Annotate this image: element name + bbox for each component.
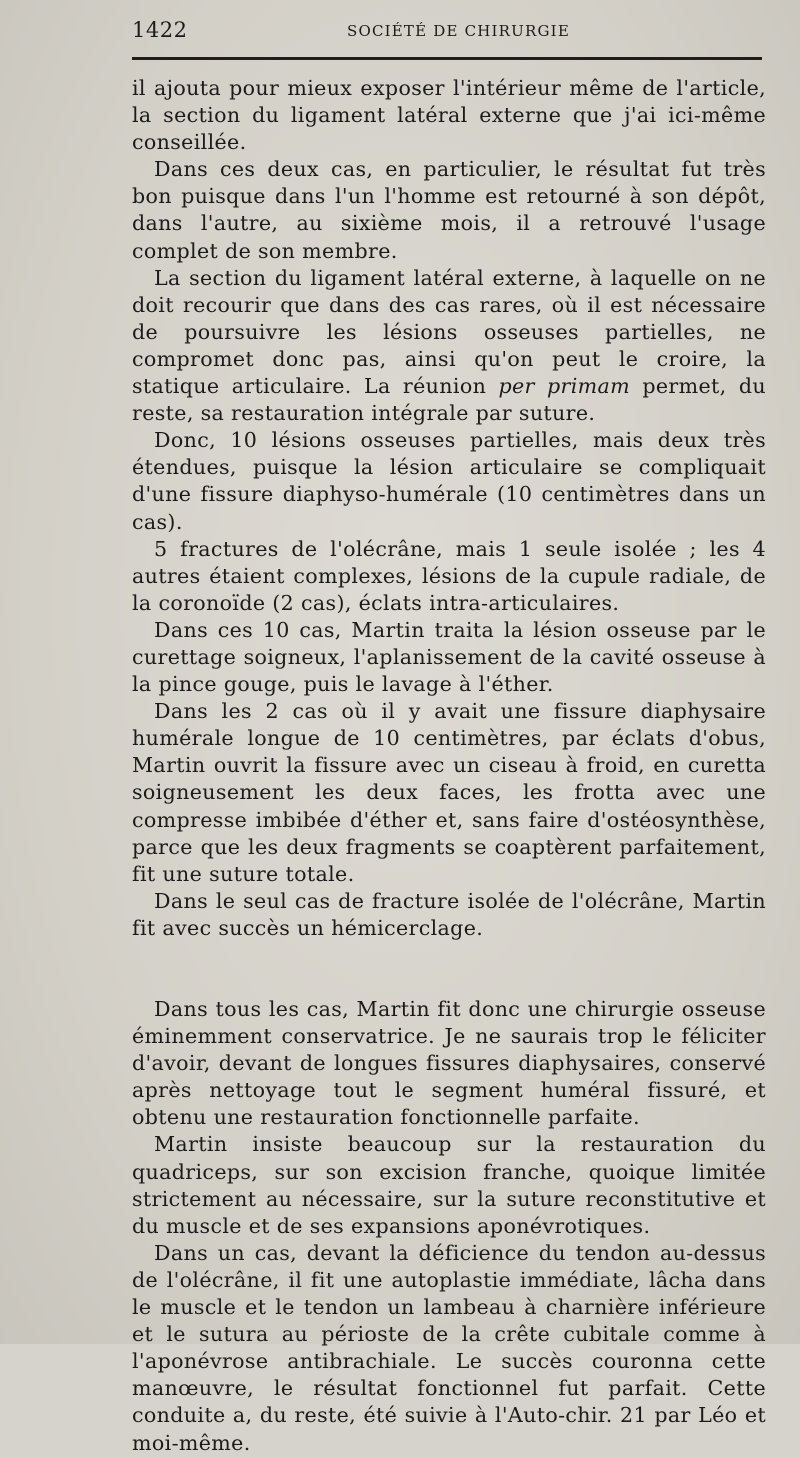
header-rule <box>132 57 762 60</box>
paragraph-9: Dans tous les cas, Martin fit donc une chirurgie osseuse éminemment conservatrice. Je ne saurais trop le féliciter d'avoir, devant de longues fissures diaphysaires, conservé après nettoyage tout le segment huméral fissuré, et obtenu une restauration fonctionnelle parfaite. <box>132 997 766 1130</box>
paragraph-8: Dans le seul cas de fracture isolée de l'olécrâne, Martin fit avec succès un hémicerclage. <box>132 888 766 940</box>
paragraph-5: 5 fractures de l'olécrâne, mais 1 seule isolée ; les 4 autres étaient complexes, lésions de la cupule radiale, de la coronoïde (2 cas), éclats intra-articulaires. <box>132 536 766 615</box>
section-gap <box>132 942 766 996</box>
running-head: SOCIÉTÉ DE CHIRURGIE <box>347 22 570 40</box>
paragraph-4: Donc, 10 lésions osseuses partielles, mais deux très étendues, puisque la lésion articulaire se compliquait d'une fissure diaphyso-humérale (10 centimètres dans un cas). <box>132 428 766 534</box>
body-text <box>132 75 766 1457</box>
paragraph-1: il ajouta pour mieux exposer l'intérieur même de l'article, la section du ligament latéral externe que j'ai ici-même conseillée. <box>132 76 766 155</box>
paragraph-10: Martin insiste beaucoup sur la restauration du quadriceps, sur son excision franche, quoique limitée strictement au nécessaire, sur la suture reconstitutive et du muscle et de ses expansions aponévrotiques. <box>132 1132 766 1238</box>
paragraph-6: Dans ces 10 cas, Martin traita la lésion osseuse par le curettage soigneux, l'aplanissement de la cavité osseuse à la pince gouge, puis le lavage à l'éther. <box>132 617 766 697</box>
latin-phrase: per primam <box>498 374 631 399</box>
page-header <box>132 18 762 44</box>
paragraph-3-text: La section du ligament latéral externe, à laquelle on ne doit recourir que dans des cas rares, où il est nécessaire de poursuivre les lésions osseuses partielles, ne compromet donc pas, ainsi qu'on peut le croire, la statique articulaire. La réunion <box>132 265 766 399</box>
paragraph-7: Dans les 2 cas où il y avait une fissure diaphysaire humérale longue de 10 centimètres, par éclats d'obus, Martin ouvrit la fissure avec un ciseau à froid, en curetta soigneusement les deux faces, les frotta avec une compresse imbibée d'éther et, sans faire d'ostéosynthèse, parce que les deux fragments se coaptèrent parfaitement, fit une suture totale. <box>132 699 766 886</box>
paragraph-2: Dans ces deux cas, en particulier, le résultat fut très bon puisque dans l'un l'homme est retourné à son dépôt, dans l'autre, au sixième mois, il a retrouvé l'usage complet de son membre. <box>132 157 766 263</box>
page-number: 1422 <box>132 18 188 42</box>
paragraph-11: Dans un cas, devant la déficience du tendon au-dessus de l'olécrâne, il fit une autoplastie immédiate, lâcha dans le muscle et le tendon un lambeau à charnière inférieure et le sutura au périoste de la crête cubitale comme à l'aponévrose antibrachiale. Le succès couronna cette manœuvre, le résultat fonctionnel fut parfait. Cette conduite a, du reste, été suivie à l'Auto-chir. 21 par Léo et moi-même. <box>132 1240 766 1455</box>
paragraph-3-tail: permet, du reste, sa restauration intégrale par suture. <box>132 374 766 426</box>
paragraph-3 <box>132 265 766 428</box>
